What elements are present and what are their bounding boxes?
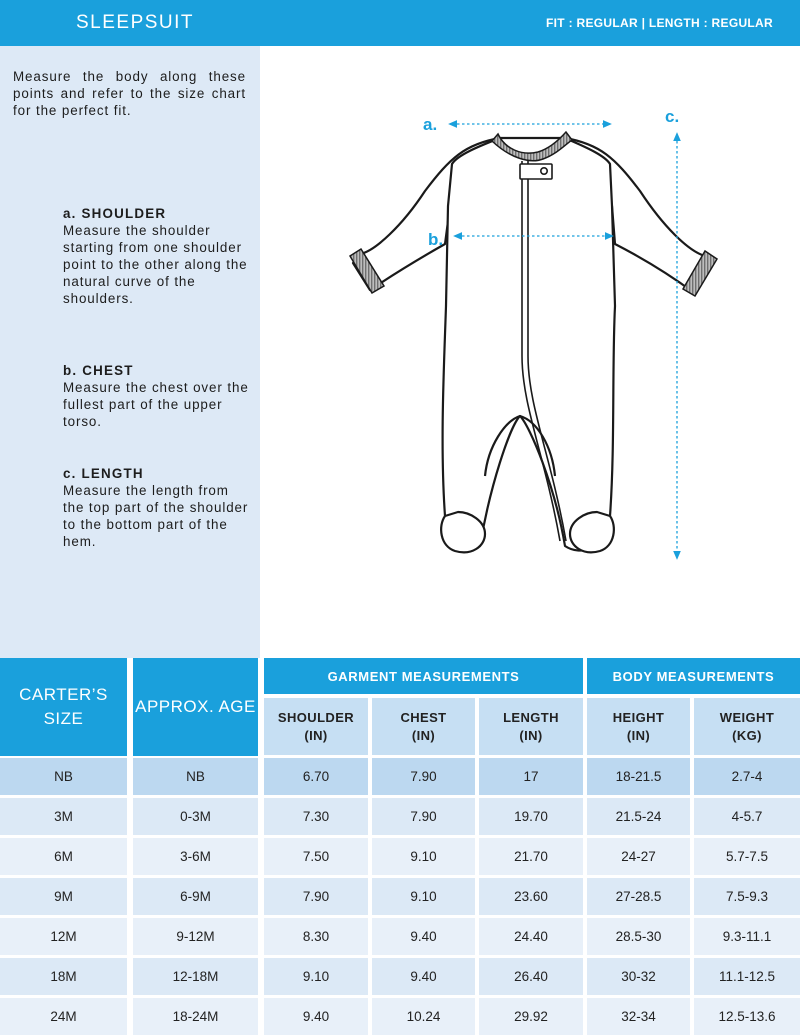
subheader-name: CHEST: [400, 709, 447, 725]
table-cell-length: 21.70: [479, 838, 583, 875]
table-cell-weight: 2.7-4: [694, 758, 800, 795]
table-cell-height: 24-27: [587, 838, 690, 875]
table-cell-shoulder: 7.50: [264, 838, 368, 875]
table-cell-age: 9-12M: [133, 918, 258, 955]
table-cell-length: 23.60: [479, 878, 583, 915]
table-cell-weight: 4-5.7: [694, 798, 800, 835]
label-c: c.: [665, 107, 680, 126]
table-cell-height: 28.5-30: [587, 918, 690, 955]
subheader-name: HEIGHT: [612, 709, 665, 725]
table-cell-age: 12-18M: [133, 958, 258, 995]
table-cell-chest: 9.40: [372, 958, 475, 995]
subheader-name: WEIGHT: [719, 709, 775, 725]
subheader-shoulder: [264, 698, 368, 755]
table-cell-chest: 9.10: [372, 878, 475, 915]
table-cell-weight: 9.3-11.1: [694, 918, 800, 955]
table-cell-chest: 7.90: [372, 758, 475, 795]
table-cell-weight: 5.7-7.5: [694, 838, 800, 875]
subheader-weight: [694, 698, 800, 755]
table-cell-size: NB: [0, 758, 127, 795]
header-garment-measurements: GARMENT MEASUREMENTS: [264, 658, 583, 694]
subheader-unit: (IN): [304, 727, 328, 743]
table-cell-height: 27-28.5: [587, 878, 690, 915]
table-cell-length: 17: [479, 758, 583, 795]
table-cell-chest: 10.24: [372, 998, 475, 1035]
page-title: SLEEPSUIT: [76, 12, 195, 33]
table-cell-length: 26.40: [479, 958, 583, 995]
measurement-chest: [63, 362, 253, 430]
table-cell-shoulder: 9.40: [264, 998, 368, 1035]
subheader-unit: (IN): [626, 727, 651, 743]
measurement-shoulder-text: Measure the shoulder starting from one shoulder point to the other along the natural curve of the shoulders.: [63, 223, 248, 306]
table-cell-age: NB: [133, 758, 258, 795]
table-cell-shoulder: 7.30: [264, 798, 368, 835]
table-cell-chest: 7.90: [372, 798, 475, 835]
measurement-shoulder: [63, 205, 253, 307]
table-cell-length: 29.92: [479, 998, 583, 1035]
size-chart-table: [0, 658, 800, 1035]
measurement-chest-title: b. CHEST: [63, 363, 134, 378]
header-carters-size: CARTER’S SIZE: [0, 658, 127, 756]
page-header: [0, 0, 800, 46]
table-cell-chest: 9.40: [372, 918, 475, 955]
table-cell-height: 30-32: [587, 958, 690, 995]
table-cell-weight: 12.5-13.6: [694, 998, 800, 1035]
subheader-name: LENGTH: [503, 709, 559, 725]
table-cell-weight: 7.5-9.3: [694, 878, 800, 915]
subheader-unit: (IN): [519, 727, 543, 743]
table-cell-size: 3M: [0, 798, 127, 835]
table-cell-age: 6-9M: [133, 878, 258, 915]
subheader-length: [479, 698, 583, 755]
table-cell-size: 12M: [0, 918, 127, 955]
table-cell-shoulder: 9.10: [264, 958, 368, 995]
table-cell-size: 6M: [0, 838, 127, 875]
measurement-chest-text: Measure the chest over the fullest part of the upper torso.: [63, 380, 249, 429]
subheader-height: [587, 698, 690, 755]
table-cell-age: 3-6M: [133, 838, 258, 875]
label-a: a.: [423, 115, 438, 134]
intro-text: Measure the body along these points and refer to the size chart for the perfect fit.: [13, 69, 246, 118]
table-cell-size: 24M: [0, 998, 127, 1035]
label-b: b.: [428, 230, 444, 249]
table-cell-height: 32-34: [587, 998, 690, 1035]
table-cell-shoulder: 6.70: [264, 758, 368, 795]
header-body-measurements: BODY MEASUREMENTS: [587, 658, 800, 694]
table-cell-length: 19.70: [479, 798, 583, 835]
table-cell-age: 0-3M: [133, 798, 258, 835]
measurement-guide-panel: [0, 46, 260, 658]
table-cell-shoulder: 7.90: [264, 878, 368, 915]
measurement-length-text: Measure the length from the top part of the shoulder to the bottom part of the hem.: [63, 483, 249, 549]
fit-length-info: FIT : REGULAR | LENGTH : REGULAR: [546, 16, 773, 30]
table-cell-height: 18-21.5: [587, 758, 690, 795]
table-cell-shoulder: 8.30: [264, 918, 368, 955]
subheader-chest: [372, 698, 475, 755]
table-cell-size: 18M: [0, 958, 127, 995]
sleepsuit-outline: [353, 138, 712, 552]
subheader-unit: (KG): [732, 727, 762, 743]
table-cell-age: 18-24M: [133, 998, 258, 1035]
subheader-unit: (IN): [411, 727, 436, 743]
table-cell-size: 9M: [0, 878, 127, 915]
measurement-length: [63, 465, 253, 550]
table-cell-length: 24.40: [479, 918, 583, 955]
subheader-name: SHOULDER: [277, 709, 355, 725]
table-cell-weight: 11.1-12.5: [694, 958, 800, 995]
measurement-length-title: c. LENGTH: [63, 466, 144, 481]
header-approx-age: APPROX. AGE: [133, 658, 258, 756]
sleepsuit-illustration: [260, 46, 800, 658]
measurement-shoulder-title: a. SHOULDER: [63, 206, 167, 221]
table-cell-chest: 9.10: [372, 838, 475, 875]
table-cell-height: 21.5-24: [587, 798, 690, 835]
sleepsuit-diagram: [260, 46, 800, 658]
